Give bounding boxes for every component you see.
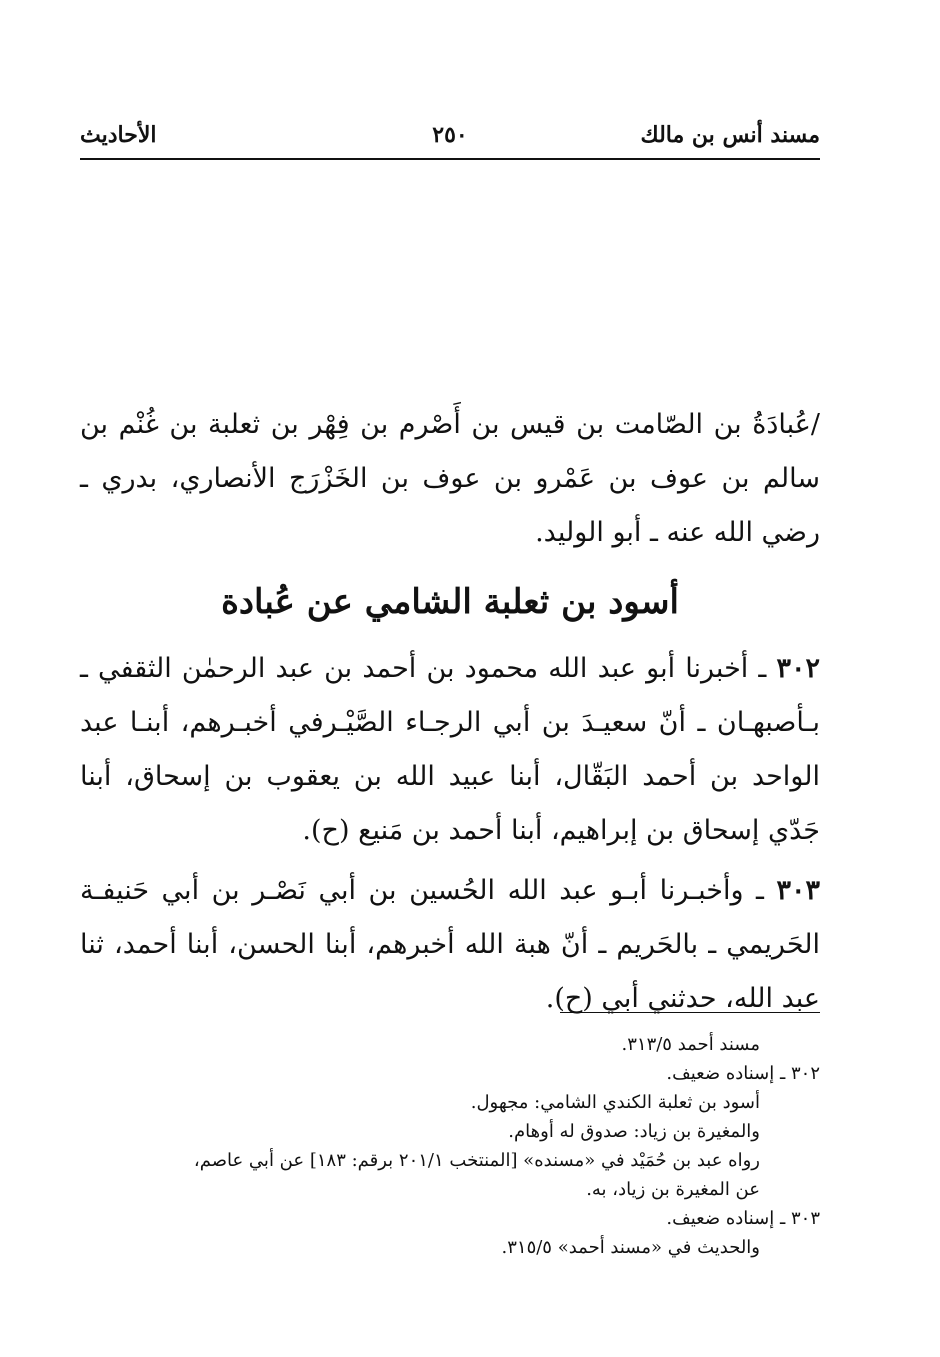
footnotes [80, 1030, 820, 1262]
intro-paragraph: /عُبادَةُ بن الصّامت بن قيس بن أَصْرم بن فِهْر بن ثعلبة بن غُنْم بن سالم بن عوف بن عَمْرو بن عوف بن الخَزْرَج الأنصاري، بدري ـ رضي الله عنه ـ أبو الوليد. [80, 409, 820, 548]
hadith-303 [80, 864, 820, 1026]
section-title: الأحاديث [80, 122, 157, 148]
hadith-number: ٣٠٢ [776, 653, 820, 684]
hadith-number: ٣٠٣ [776, 875, 820, 906]
footnote-line: رواه عبد بن حُمَيْد في «مسنده» [المنتخب ٢٠١/١ برقم: ١٨٣] عن أبي عاصم، [193, 1150, 760, 1171]
footnote-divider [560, 1012, 820, 1013]
main-text [80, 398, 820, 1026]
hadith-text: ـ وأخبـرنا أبـو عبد الله الحُسين بن أبي نَصْـر بن أبي حَنيفـة الحَريمي ـ بالحَريم ـ أنّ هبة الله أخبرهم، أبنا الحسن، أبنا أحمد، ثنا عبد الله، حدثني أبي (ح). [80, 875, 820, 1014]
page-number: ٢٥٠ [432, 122, 468, 148]
hadith-text: ـ أخبرنا أبو عبد الله محمود بن أحمد بن عبد الرحمٰن الثقفي ـ بـأصبهـان ـ أنّ سعيـدَ بن أبي الرجـاء الصَّيْـرفي أخبـرهم، أبنـا عبد الواحد بن أحمد البَقّال، أبنا عبيد الله بن يعقوب بن إسحاق، أبنا جَدّي إسحاق بن إبراهيم، أبنا أحمد بن مَنيع (ح). [80, 653, 820, 846]
book-title: مسند أنس بن مالك [640, 122, 820, 148]
footnote-line: والمغيرة بن زياد: صدوق له أوهام. [508, 1121, 760, 1142]
footnote-line: أسود بن ثعلبة الكندي الشامي: مجهول. [470, 1092, 760, 1113]
hadith-302 [80, 642, 820, 858]
footnote-line: والحديث في «مسند أحمد» ٣١٥/٥. [501, 1237, 760, 1258]
chapter-heading: أسود بن ثعلبة الشامي عن عُبادة [221, 582, 679, 622]
page-header [80, 118, 820, 160]
footnote-line: مسند أحمد ٣١٣/٥. [621, 1034, 760, 1055]
footnote-line: ٣٠٢ ـ إسناده ضعيف. [666, 1063, 820, 1084]
footnote-line: ٣٠٣ ـ إسناده ضعيف. [666, 1208, 820, 1229]
footnote-line: عن المغيرة بن زياد، به. [586, 1179, 760, 1200]
